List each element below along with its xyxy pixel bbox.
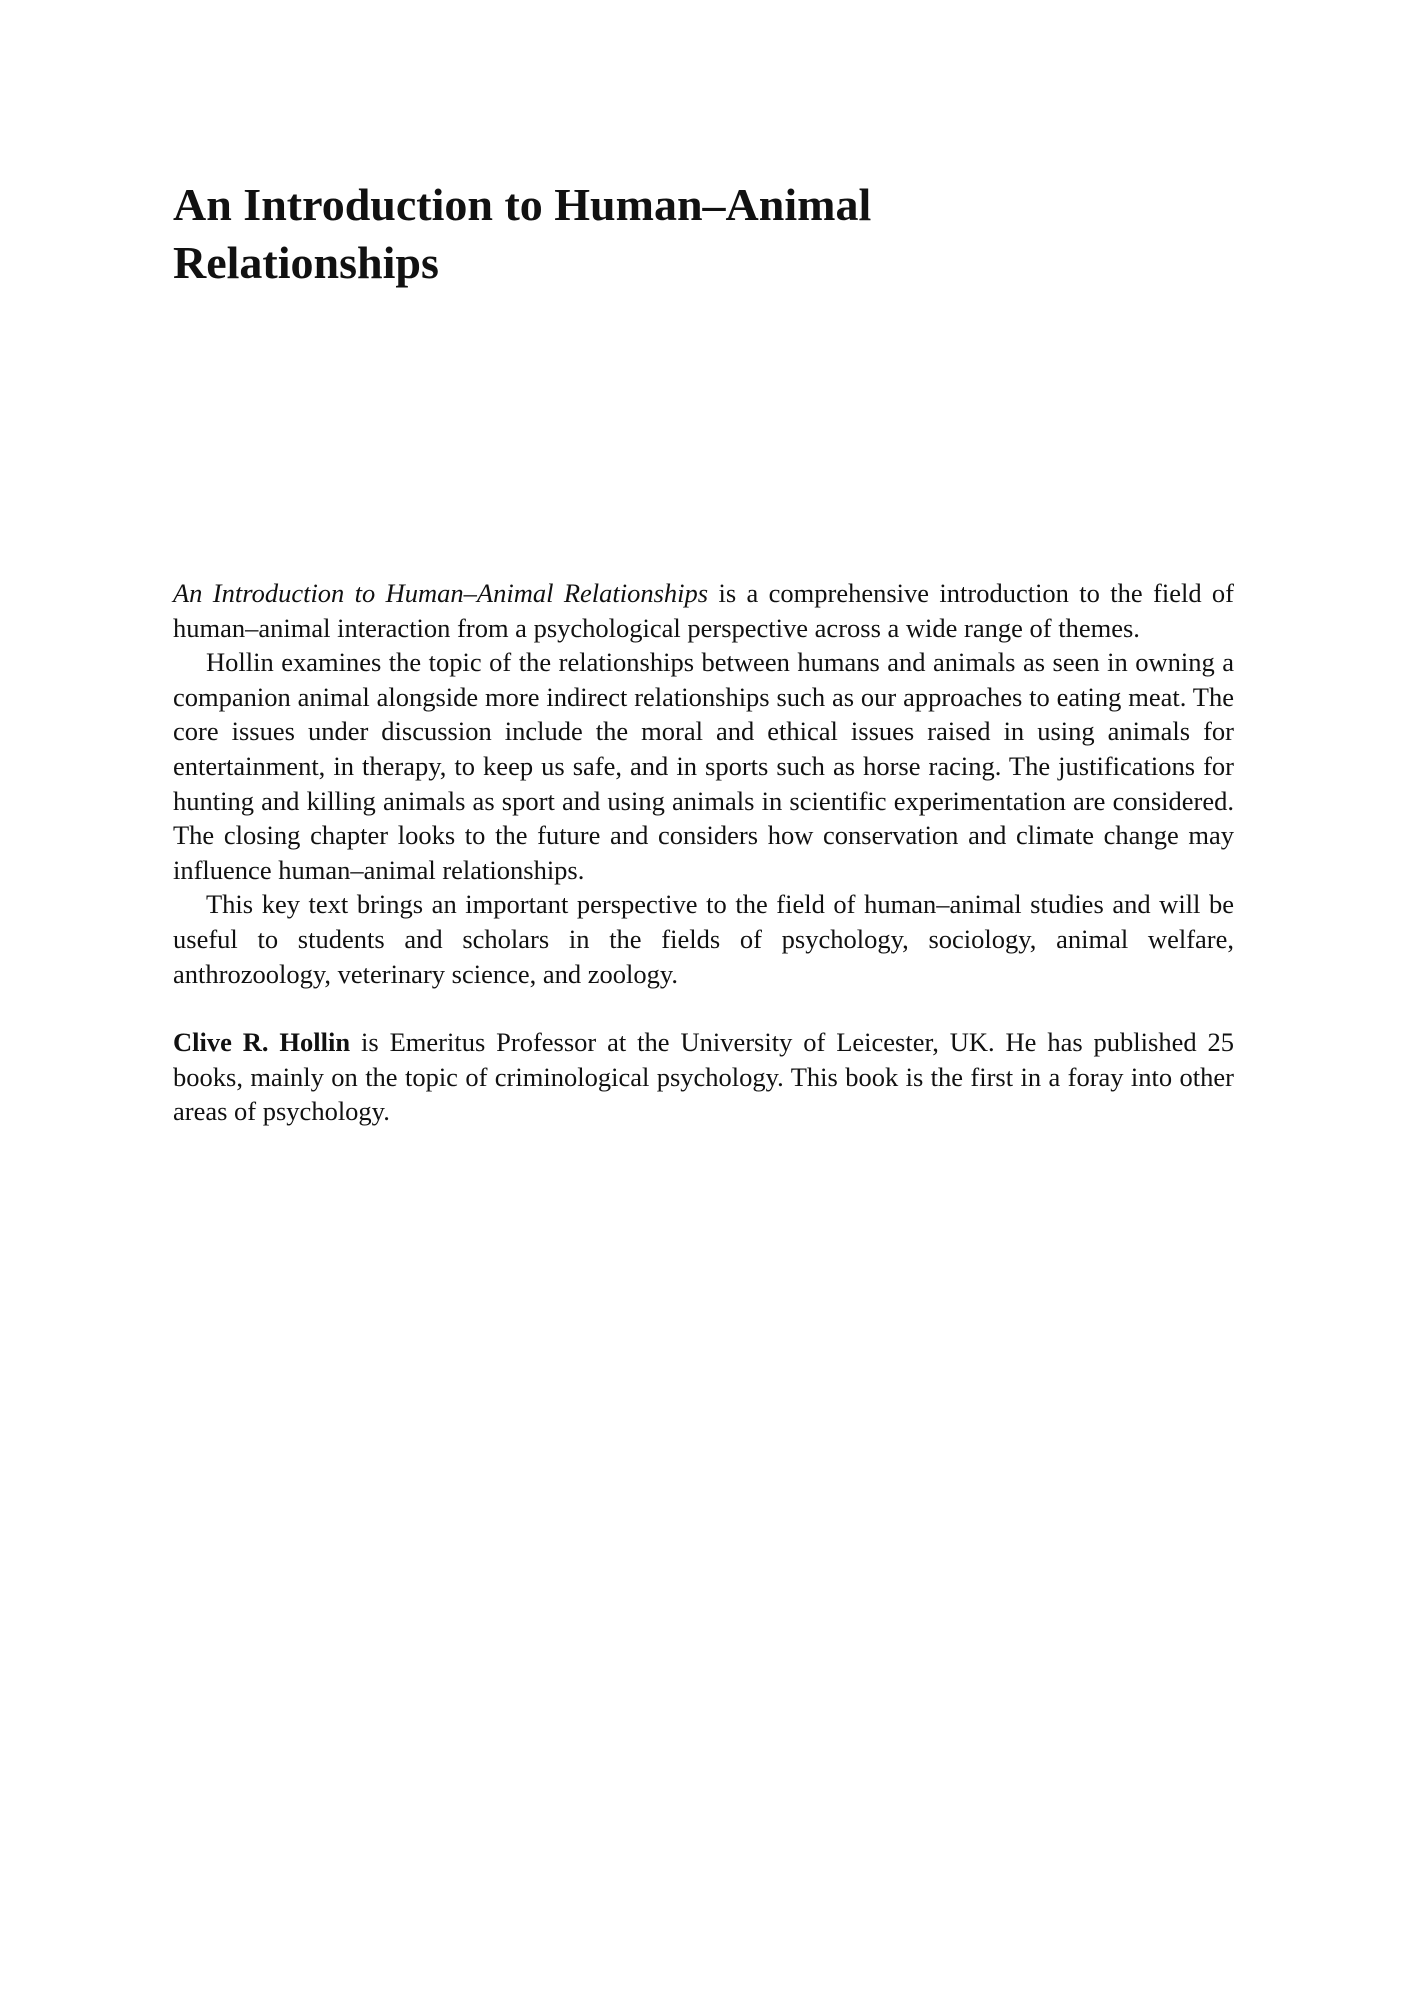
- inline-book-title: An Introduction to Human–Animal Relationships: [173, 578, 709, 608]
- description-paragraph-3: This key text brings an important perspective to the field of human–animal studies and will be useful to students and scholars in the fields of psychology, sociology, animal welfare, anthrozoology, veterinary science, and zoology.: [173, 889, 1234, 989]
- description-paragraph-1: [173, 576, 1234, 645]
- author-bio: [173, 1025, 1234, 1129]
- book-title-line-2: Relationships: [173, 237, 439, 288]
- description-paragraph-2: Hollin examines the topic of the relationships between humans and animals as seen in owning a companion animal alongside more indirect relationships such as our approaches to eating meat. The core issues under discussion include the moral and ethical issues raised in using animals for entertainment, in therapy, to keep us safe, and in sports such as horse racing. The justifications for hunting and killing animals as sport and using animals in scientific experimentation are considered. The closing chapter looks to the future and considers how conservation and climate change may influence human–animal relationships.: [173, 647, 1234, 885]
- author-bio-text: is Emeritus Professor at the University of Leicester, UK. He has published 25 books, mainly on the topic of criminological psychology. This book is the first in a foray into other areas of psychology.: [173, 1027, 1235, 1127]
- book-title: [173, 176, 1233, 292]
- author-name: Clive R. Hollin: [173, 1027, 351, 1058]
- book-description: [173, 576, 1234, 1129]
- book-title-line-1: An Introduction to Human–Animal: [173, 179, 872, 230]
- description-paragraph-1-text: is a comprehensive introduction to the field of human–animal interaction from a psychological perspective across a wide range of themes.: [173, 578, 1235, 643]
